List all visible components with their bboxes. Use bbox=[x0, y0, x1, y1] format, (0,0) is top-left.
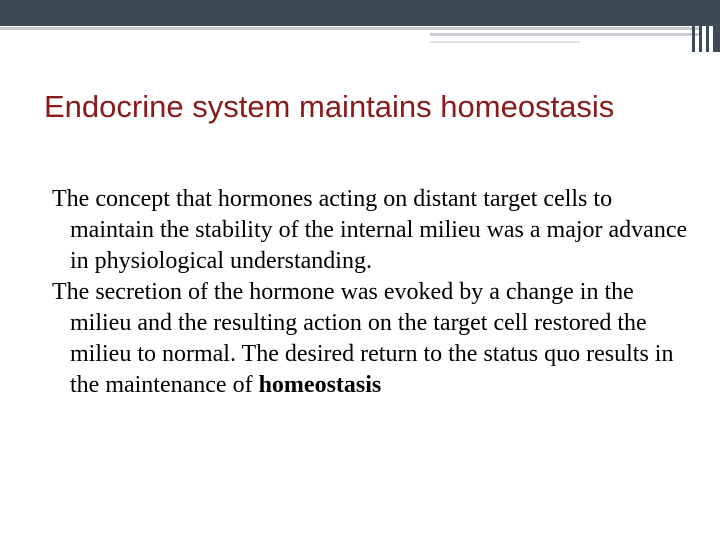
paragraph-2-text: The secretion of the hormone was evoked by a change in the milieu and the resulting action on the target cell restored the milieu to normal. The desired return to the status quo results in the maintenance of bbox=[52, 279, 674, 398]
corner-decoration bbox=[690, 0, 720, 52]
header-rule-short bbox=[430, 33, 700, 36]
slide-body bbox=[52, 184, 692, 401]
header-band bbox=[0, 0, 720, 26]
body-paragraph-1 bbox=[52, 184, 692, 277]
body-paragraph-2 bbox=[52, 277, 692, 401]
header-rule-shorter bbox=[430, 41, 580, 43]
paragraph-1-text: The concept that hormones acting on distant target cells to maintain the stability of the internal milieu was a major advance in physiological understanding. bbox=[52, 186, 688, 274]
slide-title: Endocrine system maintains homeostasis bbox=[44, 89, 615, 124]
emphasis-term: homeostasis bbox=[258, 372, 382, 398]
header-rule bbox=[0, 27, 700, 30]
